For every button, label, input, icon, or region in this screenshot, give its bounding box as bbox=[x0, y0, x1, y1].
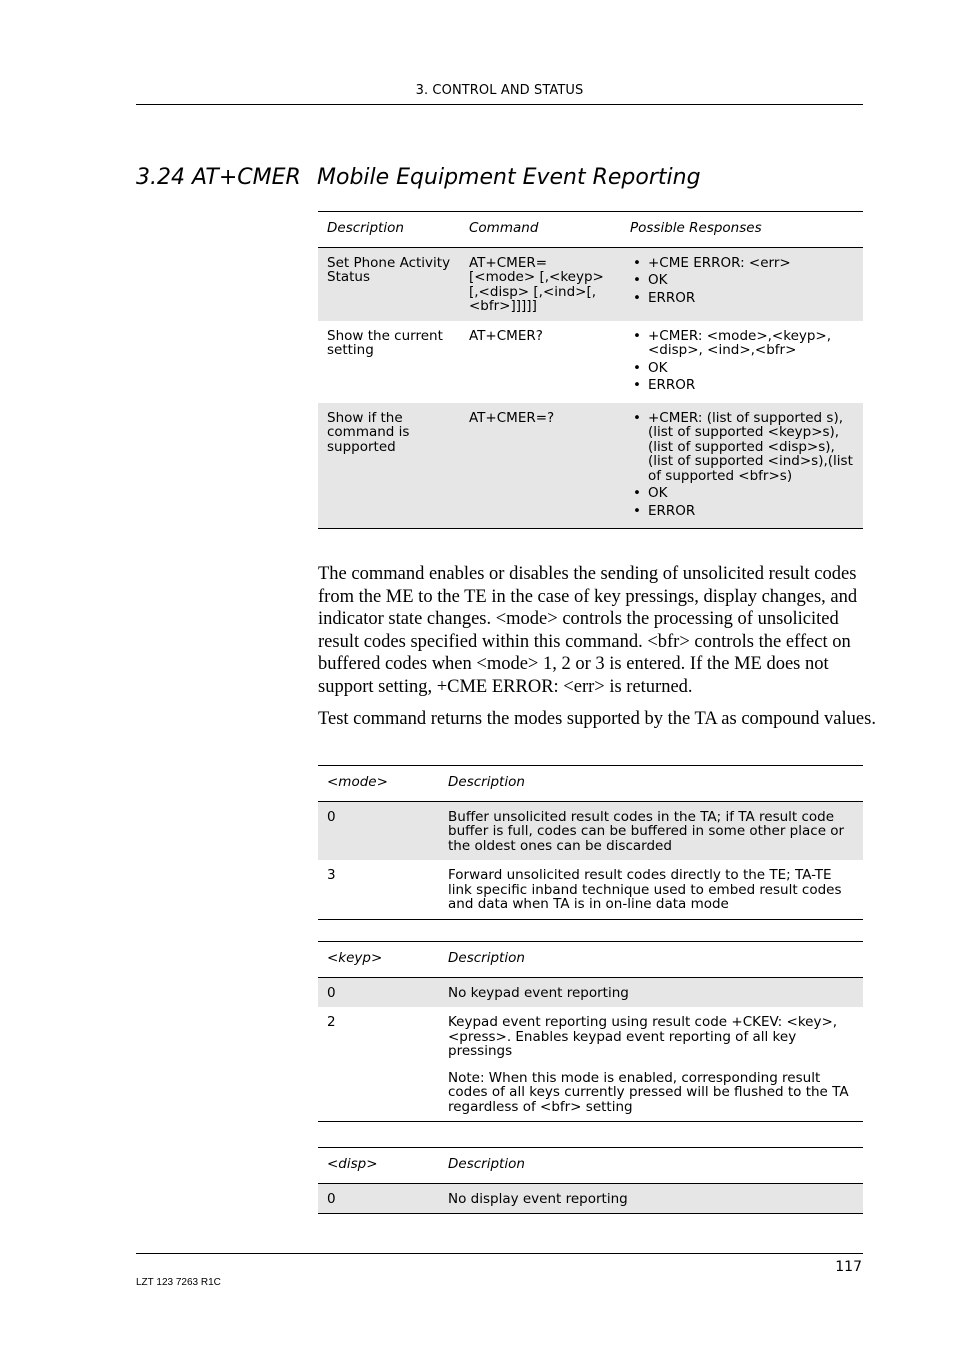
response-item: • +CME ERROR: <err> bbox=[630, 256, 854, 271]
response-item: • OK bbox=[630, 273, 854, 288]
table-row bbox=[318, 403, 863, 529]
column-header: Description bbox=[439, 942, 863, 978]
row-value: 0 bbox=[318, 801, 439, 860]
disp-table bbox=[318, 1147, 863, 1214]
row-description: No display event reporting bbox=[439, 1183, 863, 1214]
row-responses bbox=[621, 403, 863, 529]
table-header-row bbox=[318, 942, 863, 978]
row-value: 3 bbox=[318, 860, 439, 919]
response-item: • ERROR bbox=[630, 504, 854, 519]
response-item: • OK bbox=[630, 486, 854, 501]
table-header-row bbox=[318, 1148, 863, 1184]
row-description: Show if the command is supported bbox=[318, 403, 460, 529]
column-header: Command bbox=[460, 212, 621, 248]
table-row bbox=[318, 321, 863, 403]
row-description-text: Keypad event reporting using result code +CKEV: <key>,<press>. Enables keypad event reporting of all key pressings bbox=[448, 1014, 838, 1059]
row-command: AT+CMER=[<mode> [,<keyp>[,<disp> [,<ind>[,<bfr>]]]]] bbox=[460, 247, 621, 321]
table-header-row bbox=[318, 766, 863, 802]
row-responses bbox=[621, 321, 863, 403]
command-table bbox=[318, 211, 863, 529]
response-item: • ERROR bbox=[630, 291, 854, 306]
row-description: No keypad event reporting bbox=[439, 977, 863, 1007]
row-description: Set Phone Activity Status bbox=[318, 247, 460, 321]
table-row bbox=[318, 1007, 863, 1122]
table-row bbox=[318, 1183, 863, 1214]
column-header: Description bbox=[439, 1148, 863, 1184]
section-heading bbox=[136, 165, 701, 190]
column-header: Description bbox=[318, 212, 460, 248]
row-note: Note: When this mode is enabled, corresponding result codes of all keys currently pressed will be flushed to the TA regardless of <bfr> setting bbox=[448, 1069, 849, 1115]
mode-table bbox=[318, 765, 863, 920]
row-value: 0 bbox=[318, 1183, 439, 1214]
page-number: 117 bbox=[835, 1259, 862, 1275]
running-header: 3. CONTROL AND STATUS bbox=[415, 83, 584, 98]
table-row bbox=[318, 247, 863, 321]
section-title: Mobile Equipment Event Reporting bbox=[317, 165, 701, 190]
row-description: Show the current setting bbox=[327, 327, 443, 358]
column-header: <disp> bbox=[318, 1148, 439, 1184]
column-header: Possible Responses bbox=[621, 212, 863, 248]
body-paragraph: The command enables or disables the sending of unsolicited result codes from the ME to the TE in the case of key pressings, display changes, and indicator state changes. <mode> controls the processing of unsolicited result codes specified within this command. <bfr> controls the effect on buffered codes when <mode> 1, 2 or 3 is entered. If the ME does not support setting, +CME ERROR: <err> is returned. bbox=[318, 564, 858, 697]
column-header: Description bbox=[439, 766, 863, 802]
row-command: AT+CMER=? bbox=[460, 403, 621, 529]
column-header: <keyp> bbox=[318, 942, 439, 978]
row-description bbox=[439, 1007, 863, 1122]
row-value: 2 bbox=[318, 1007, 439, 1122]
response-item: • OK bbox=[630, 361, 854, 376]
table-header-row bbox=[318, 212, 863, 248]
keyp-table bbox=[318, 941, 863, 1122]
body-paragraph: Test command returns the modes supported by the TA as compound values. bbox=[318, 709, 876, 729]
footer-divider bbox=[136, 1253, 863, 1254]
row-value: 0 bbox=[318, 977, 439, 1007]
table-row bbox=[318, 977, 863, 1007]
response-item: • +CMER: (list of supported s), (list of supported <keyp>s),(list of supported <disp>s),(list of supported <ind>s),(list of supported <bfr>s) bbox=[630, 411, 854, 484]
response-item: • ERROR bbox=[630, 378, 854, 393]
row-responses bbox=[621, 247, 863, 321]
header-divider bbox=[136, 104, 863, 105]
document-id: LZT 123 7263 R1C bbox=[136, 1277, 221, 1288]
column-header: <mode> bbox=[318, 766, 439, 802]
response-item: • +CMER: <mode>,<keyp>,<disp>, <ind>,<bfr> bbox=[630, 329, 854, 358]
table-row bbox=[318, 860, 863, 919]
row-description: Forward unsolicited result codes directly to the TE; TA-TE link specific inband technique used to embed result codes and data when TA is in on-line data mode bbox=[439, 860, 863, 919]
section-number: 3.24 AT+CMER bbox=[136, 165, 301, 190]
row-command: AT+CMER? bbox=[469, 327, 543, 344]
table-row bbox=[318, 801, 863, 860]
row-description: Buffer unsolicited result codes in the TA; if TA result code buffer is full, codes can be buffered in some other place or the oldest ones can be discarded bbox=[439, 801, 863, 860]
